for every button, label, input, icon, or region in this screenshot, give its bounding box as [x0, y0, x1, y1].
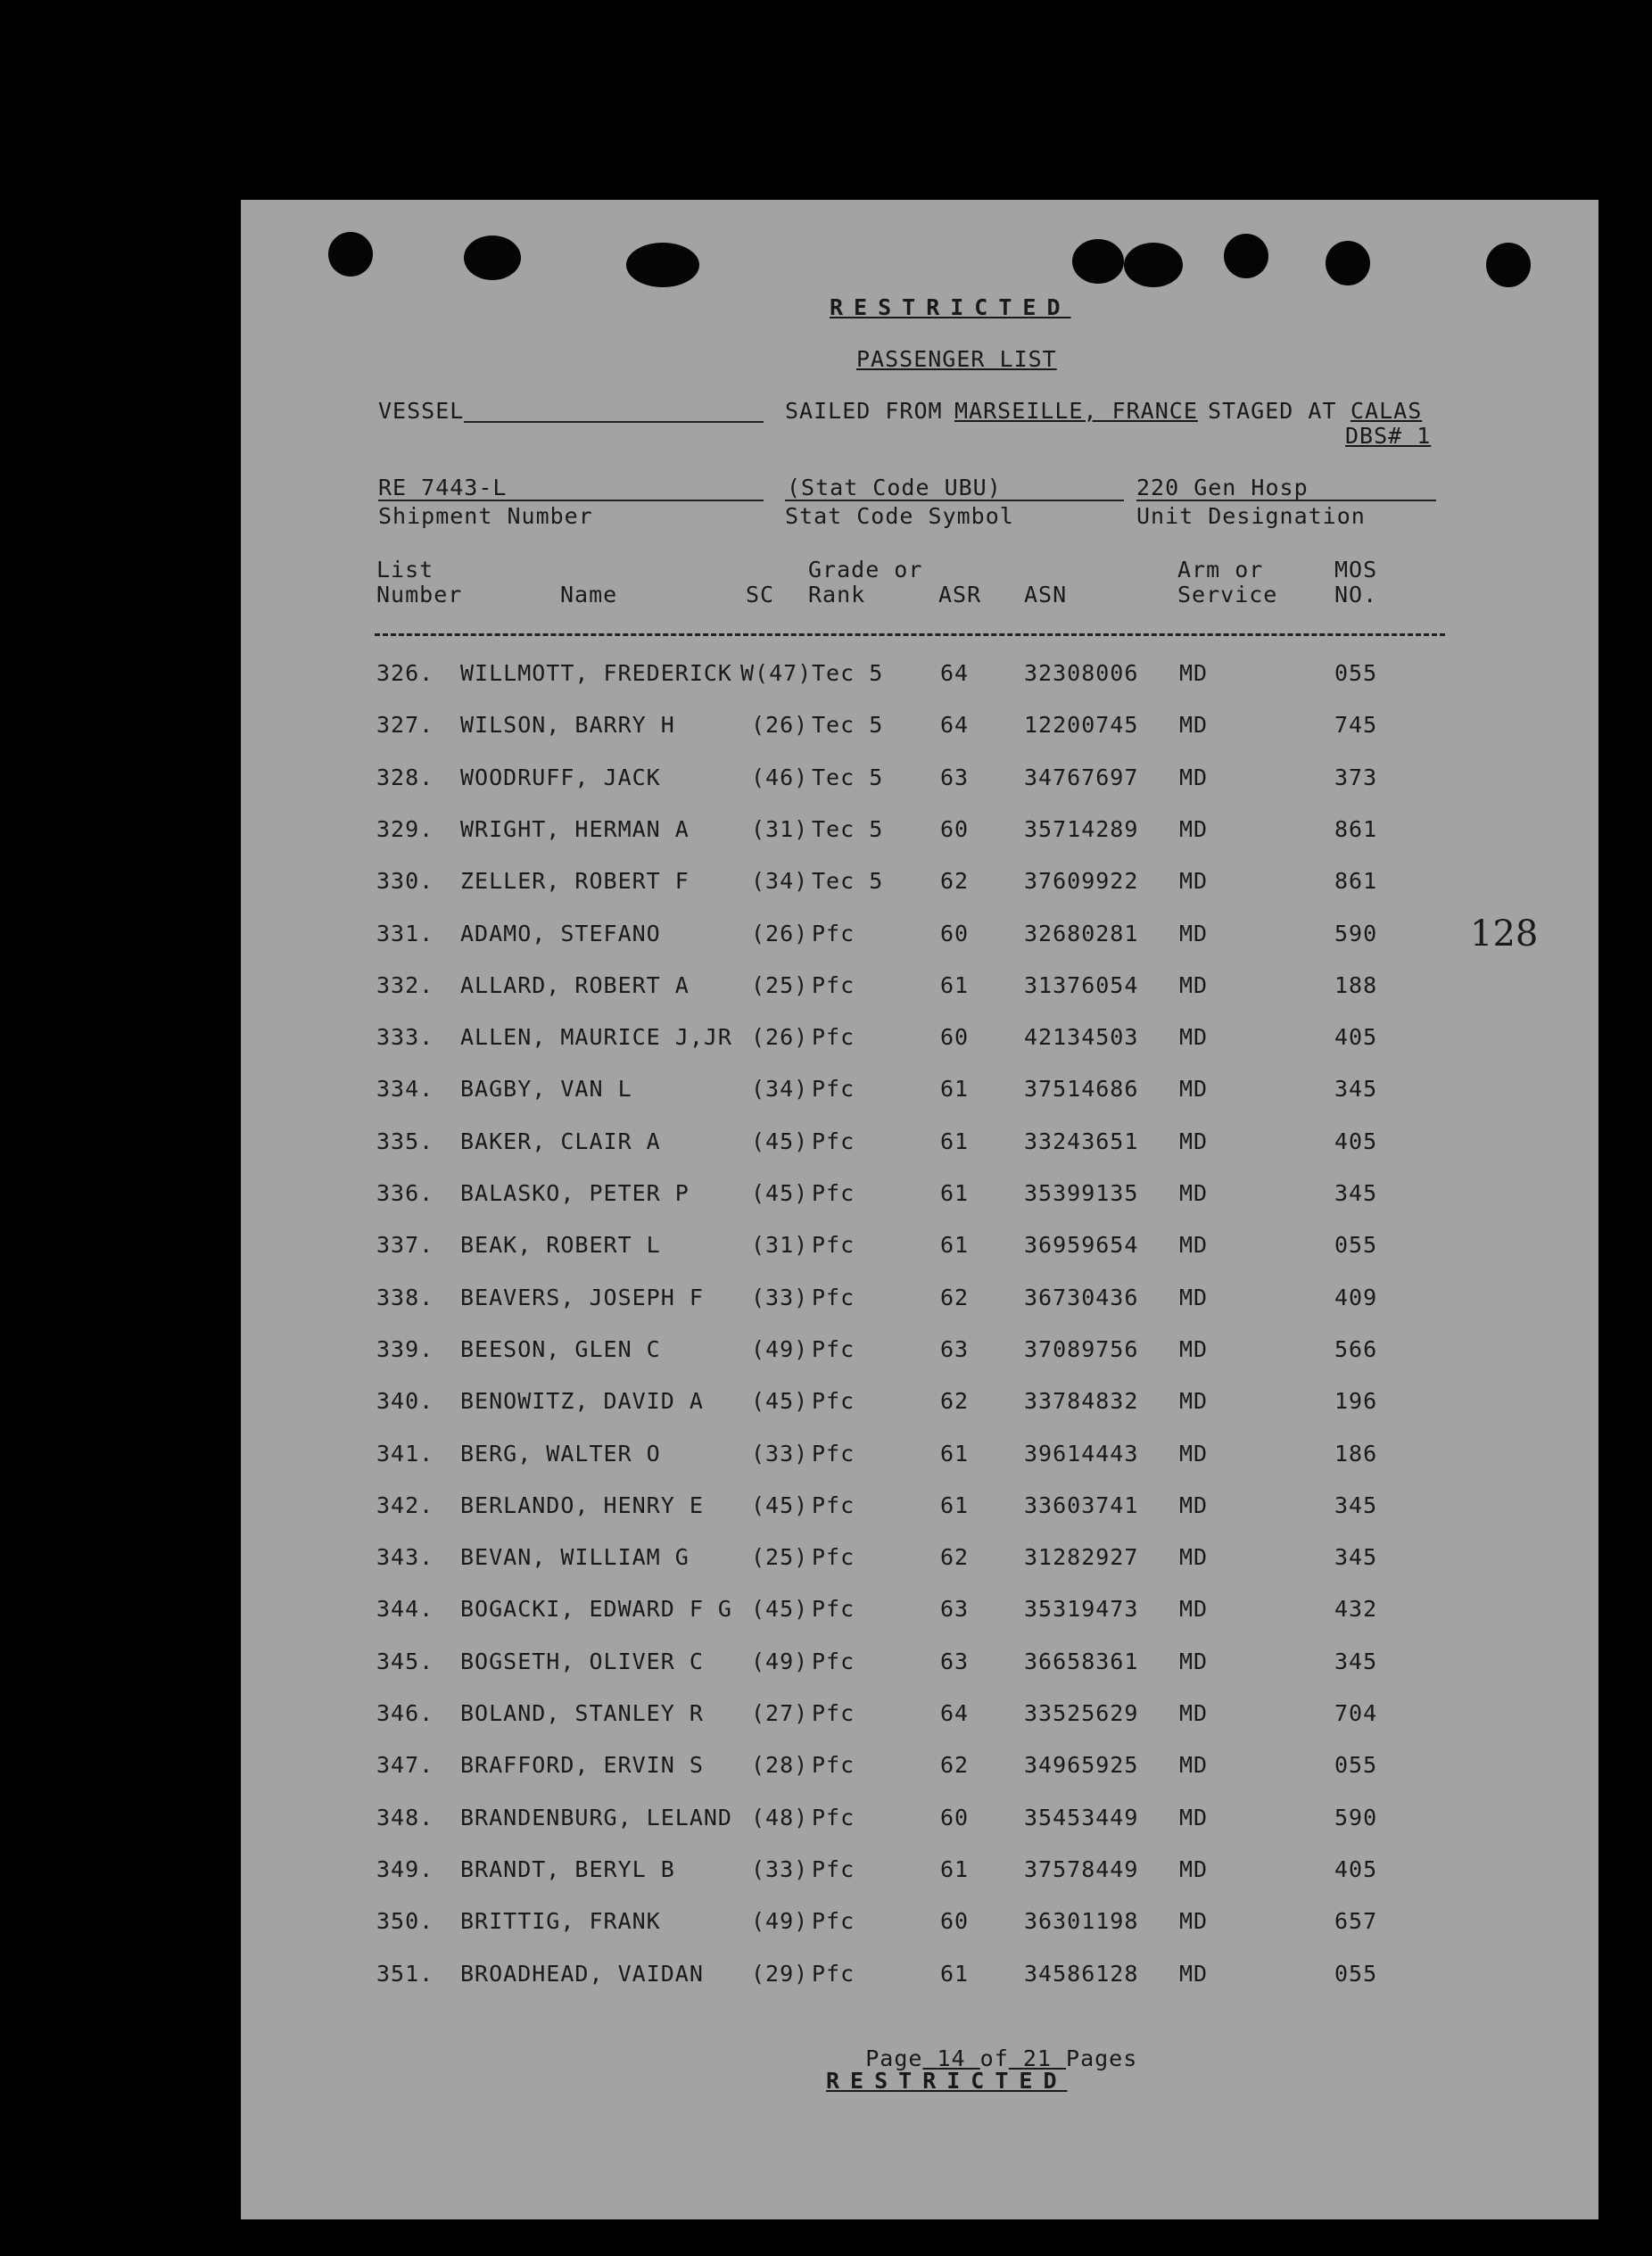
mos-number: 345: [1334, 1492, 1378, 1518]
arm-service: MD: [1179, 971, 1209, 998]
list-number: 342.: [376, 1492, 434, 1518]
table-row: [241, 1441, 1579, 1476]
asr-score: 60: [940, 920, 970, 946]
grade-rank: Tec 5: [812, 868, 884, 895]
restricted-header: RESTRICTED: [830, 294, 1071, 320]
mos-number: 590: [1334, 1804, 1378, 1830]
arm-service: MD: [1179, 1128, 1209, 1154]
grade-rank: Pfc: [812, 1700, 855, 1726]
passenger-name: BENOWITZ, DAVID A: [460, 1388, 704, 1415]
grade-rank: Pfc: [812, 1232, 855, 1259]
mos-number: 345: [1334, 1648, 1378, 1674]
table-row: [241, 1388, 1579, 1424]
sc-code: (33): [751, 1284, 809, 1310]
punch-hole: [1326, 241, 1370, 285]
punch-hole: [1224, 234, 1268, 278]
table-row: [241, 1752, 1579, 1788]
list-number: 343.: [376, 1544, 434, 1571]
table-row: [241, 816, 1579, 852]
sc-code: (33): [751, 1855, 809, 1882]
restricted-footer: RESTRICTED: [826, 2068, 1068, 2094]
asn-number: 33784832: [1024, 1388, 1139, 1415]
sc-code: (45): [751, 1596, 809, 1623]
list-number: 332.: [376, 971, 434, 998]
asn-number: 37089756: [1024, 1335, 1139, 1362]
asn-number: 32308006: [1024, 660, 1139, 686]
page-title: PASSENGER LIST: [856, 346, 1057, 372]
arm-service: MD: [1179, 1960, 1209, 1987]
list-number: 328.: [376, 764, 434, 790]
unit-label: Unit Designation: [1136, 503, 1366, 529]
asr-score: 64: [940, 1700, 970, 1726]
passenger-name: BEAVERS, JOSEPH F: [460, 1284, 704, 1310]
mos-number: 055: [1334, 1232, 1378, 1259]
arm-service: MD: [1179, 1752, 1209, 1779]
mos-number: 657: [1334, 1908, 1378, 1935]
punch-hole: [1124, 243, 1183, 287]
asr-score: 62: [940, 1284, 970, 1310]
table-row: [241, 1596, 1579, 1632]
list-number: 341.: [376, 1440, 434, 1467]
sc-code: (49): [751, 1648, 809, 1674]
mos-number: 373: [1334, 764, 1378, 790]
list-number: 331.: [376, 920, 434, 946]
list-number: 347.: [376, 1752, 434, 1779]
asr-score: 63: [940, 764, 970, 790]
sc-code: (34): [751, 868, 809, 895]
arm-service: MD: [1179, 1908, 1209, 1935]
sc-code: (49): [751, 1335, 809, 1362]
grade-rank: Pfc: [812, 1855, 855, 1882]
mos-number: 345: [1334, 1544, 1378, 1571]
arm-service: MD: [1179, 764, 1209, 790]
mos-number: 704: [1334, 1700, 1378, 1726]
grade-rank: Pfc: [812, 971, 855, 998]
sc-code: (25): [751, 1544, 809, 1571]
list-number: 335.: [376, 1128, 434, 1154]
sc-code: (45): [751, 1388, 809, 1415]
vessel-blank: [464, 421, 764, 423]
col-list-number-2: Number: [376, 582, 463, 607]
shipment-line: [378, 500, 764, 501]
mos-number: 055: [1334, 1752, 1378, 1779]
col-arm: Arm or: [1177, 557, 1264, 583]
asn-number: 34767697: [1024, 764, 1139, 790]
page-number: 14: [937, 2045, 966, 2071]
asn-number: 36301198: [1024, 1908, 1139, 1935]
asr-score: 61: [940, 1440, 970, 1467]
stat-code-label: Stat Code Symbol: [785, 503, 1014, 529]
arm-service: MD: [1179, 712, 1209, 739]
passenger-name: BRANDENBURG, LELAND: [460, 1804, 732, 1830]
asr-score: 60: [940, 1804, 970, 1830]
margin-page-number: 128: [1470, 913, 1539, 954]
asr-score: 64: [940, 660, 970, 686]
stat-code: (Stat Code UBU): [787, 475, 1002, 500]
mos-number: 405: [1334, 1024, 1378, 1051]
table-row: [241, 868, 1579, 904]
asr-score: 62: [940, 1544, 970, 1571]
list-number: 333.: [376, 1024, 434, 1051]
grade-rank: Pfc: [812, 1544, 855, 1571]
passenger-name: ALLEN, MAURICE J,JR: [460, 1024, 732, 1051]
table-row: [241, 1024, 1579, 1060]
passenger-name: ADAMO, STEFANO: [460, 920, 661, 946]
asn-number: 37578449: [1024, 1855, 1139, 1882]
list-number: 340.: [376, 1388, 434, 1415]
table-row: [241, 1232, 1579, 1268]
grade-rank: Pfc: [812, 1648, 855, 1674]
mos-number: 566: [1334, 1335, 1378, 1362]
passenger-name: BROADHEAD, VAIDAN: [460, 1960, 704, 1987]
arm-service: MD: [1179, 1855, 1209, 1882]
arm-service: MD: [1179, 1648, 1209, 1674]
asr-score: 61: [940, 1128, 970, 1154]
arm-service: MD: [1179, 1440, 1209, 1467]
asn-number: 31282927: [1024, 1544, 1139, 1571]
passenger-name: BOGSETH, OLIVER C: [460, 1648, 704, 1674]
passenger-name: BOGACKI, EDWARD F G: [460, 1596, 732, 1623]
asr-score: 60: [940, 1908, 970, 1935]
asn-number: 33525629: [1024, 1700, 1139, 1726]
arm-service: MD: [1179, 1232, 1209, 1259]
sc-code: (26): [751, 1024, 809, 1051]
table-row: [241, 1961, 1579, 1996]
table-row: [241, 660, 1579, 696]
grade-rank: Pfc: [812, 1960, 855, 1987]
list-number: 330.: [376, 868, 434, 895]
punch-hole: [1072, 239, 1124, 284]
asn-number: 36730436: [1024, 1284, 1139, 1310]
sc-code: (27): [751, 1700, 809, 1726]
mos-number: 861: [1334, 815, 1378, 842]
col-mos: MOS: [1334, 557, 1378, 583]
mos-number: 405: [1334, 1855, 1378, 1882]
shipment-label: Shipment Number: [378, 503, 593, 529]
asr-score: 62: [940, 868, 970, 895]
col-grade-2: Rank: [808, 582, 866, 607]
col-sc: SC: [746, 582, 775, 607]
arm-service: MD: [1179, 1076, 1209, 1103]
sc-code: (48): [751, 1804, 809, 1830]
sc-code: (28): [751, 1752, 809, 1779]
col-mos-2: NO.: [1334, 582, 1378, 607]
sc-code: (45): [751, 1180, 809, 1206]
grade-rank: Tec 5: [812, 660, 884, 686]
asr-score: 61: [940, 1076, 970, 1103]
passenger-name: BRITTIG, FRANK: [460, 1908, 661, 1935]
passenger-name: WILSON, BARRY H: [460, 712, 675, 739]
arm-service: MD: [1179, 1284, 1209, 1310]
asn-number: 34965925: [1024, 1752, 1139, 1779]
sc-code: (34): [751, 1076, 809, 1103]
total-pages: 21: [1022, 2045, 1052, 2071]
list-number: 339.: [376, 1335, 434, 1362]
arm-service: MD: [1179, 1804, 1209, 1830]
header-divider: [375, 633, 1445, 636]
passenger-name: BAKER, CLAIR A: [460, 1128, 661, 1154]
col-grade: Grade or: [808, 557, 923, 583]
table-row: [241, 1649, 1579, 1684]
asn-number: 34586128: [1024, 1960, 1139, 1987]
unit-designation: 220 Gen Hosp: [1136, 475, 1309, 500]
grade-rank: Tec 5: [812, 712, 884, 739]
mos-number: 186: [1334, 1440, 1378, 1467]
asr-score: 61: [940, 1232, 970, 1259]
list-number: 349.: [376, 1855, 434, 1882]
asr-score: 61: [940, 1492, 970, 1518]
asn-number: 42134503: [1024, 1024, 1139, 1051]
table-row: [241, 1285, 1579, 1320]
mos-number: 405: [1334, 1128, 1378, 1154]
passenger-name: BEAK, ROBERT L: [460, 1232, 661, 1259]
grade-rank: Pfc: [812, 1076, 855, 1103]
asr-score: 61: [940, 1960, 970, 1987]
stat-code-line: [785, 500, 1124, 501]
list-number: 346.: [376, 1700, 434, 1726]
passenger-name: BEESON, GLEN C: [460, 1335, 661, 1362]
list-number: 326.: [376, 660, 434, 686]
grade-rank: Pfc: [812, 1908, 855, 1935]
passenger-name: BALASKO, PETER P: [460, 1180, 690, 1206]
asr-score: 60: [940, 815, 970, 842]
sc-code: (45): [751, 1128, 809, 1154]
punch-hole: [328, 232, 373, 277]
grade-rank: Pfc: [812, 1752, 855, 1779]
mos-number: 055: [1334, 1960, 1378, 1987]
sc-code: (26): [751, 920, 809, 946]
passenger-name: WRIGHT, HERMAN A: [460, 815, 690, 842]
arm-service: MD: [1179, 920, 1209, 946]
arm-service: MD: [1179, 1180, 1209, 1206]
page-word: Page: [865, 2045, 923, 2071]
asn-number: 33603741: [1024, 1492, 1139, 1518]
passenger-name: BOLAND, STANLEY R: [460, 1700, 704, 1726]
mos-number: 196: [1334, 1388, 1378, 1415]
arm-service: MD: [1179, 815, 1209, 842]
col-asn: ASN: [1024, 582, 1068, 607]
table-row: [241, 764, 1579, 800]
list-number: 327.: [376, 712, 434, 739]
arm-service: MD: [1179, 1700, 1209, 1726]
sc-code: (25): [751, 971, 809, 998]
asr-score: 63: [940, 1335, 970, 1362]
arm-service: MD: [1179, 1335, 1209, 1362]
arm-service: MD: [1179, 868, 1209, 895]
sc-code: (33): [751, 1440, 809, 1467]
punch-hole: [464, 236, 521, 280]
asn-number: 35453449: [1024, 1804, 1139, 1830]
arm-service: MD: [1179, 1492, 1209, 1518]
arm-service: MD: [1179, 1388, 1209, 1415]
arm-service: MD: [1179, 1544, 1209, 1571]
sc-code: (26): [751, 712, 809, 739]
arm-service: MD: [1179, 1024, 1209, 1051]
grade-rank: Tec 5: [812, 764, 884, 790]
sc-code: (46): [751, 764, 809, 790]
asr-score: 61: [940, 1855, 970, 1882]
passenger-name: BERG, WALTER O: [460, 1440, 661, 1467]
table-row: [241, 1908, 1579, 1944]
mos-number: 409: [1334, 1284, 1378, 1310]
mos-number: 188: [1334, 971, 1378, 998]
table-row: [241, 1076, 1579, 1111]
grade-rank: Pfc: [812, 1128, 855, 1154]
table-row: [241, 921, 1579, 956]
vessel-label: VESSEL: [378, 398, 465, 424]
table-row: [241, 1700, 1579, 1736]
grade-rank: Pfc: [812, 1492, 855, 1518]
mos-number: 345: [1334, 1076, 1378, 1103]
of-word: of: [979, 2045, 1009, 2071]
grade-rank: Pfc: [812, 1024, 855, 1051]
document-page: [241, 200, 1598, 2219]
sc-code: (49): [751, 1908, 809, 1935]
grade-rank: Tec 5: [812, 815, 884, 842]
passenger-name: WILLMOTT, FREDERICK: [460, 660, 732, 686]
staged-at-line2: DBS# 1: [1345, 423, 1432, 449]
grade-rank: Pfc: [812, 1180, 855, 1206]
mos-number: 055: [1334, 660, 1378, 686]
passenger-name: BRAFFORD, ERVIN S: [460, 1752, 704, 1779]
sc-code: (31): [751, 815, 809, 842]
asr-score: 60: [940, 1024, 970, 1051]
passenger-name: BAGBY, VAN L: [460, 1076, 632, 1103]
sc-code: (31): [751, 1232, 809, 1259]
list-number: 337.: [376, 1232, 434, 1259]
staged-label: STAGED AT: [1208, 398, 1337, 424]
mos-number: 861: [1334, 868, 1378, 895]
col-arm-2: Service: [1177, 582, 1278, 607]
grade-rank: Pfc: [812, 1440, 855, 1467]
list-number: 351.: [376, 1960, 434, 1987]
table-row: [241, 1492, 1579, 1528]
table-row: [241, 972, 1579, 1008]
table-row: [241, 1856, 1579, 1892]
asn-number: 33243651: [1024, 1128, 1139, 1154]
table-row: [241, 1544, 1579, 1580]
table-row: [241, 712, 1579, 748]
asn-number: 35319473: [1024, 1596, 1139, 1623]
passenger-name: BRANDT, BERYL B: [460, 1855, 675, 1882]
asr-score: 63: [940, 1596, 970, 1623]
list-number: 338.: [376, 1284, 434, 1310]
mos-number: 345: [1334, 1180, 1378, 1206]
unit-line: [1136, 500, 1436, 501]
arm-service: MD: [1179, 660, 1209, 686]
mos-number: 432: [1334, 1596, 1378, 1623]
sc-code: W(47): [740, 660, 813, 686]
table-row: [241, 1336, 1579, 1372]
asn-number: 31376054: [1024, 971, 1139, 998]
col-list-number: List: [376, 557, 434, 583]
sailed-from: MARSEILLE, FRANCE: [954, 398, 1198, 424]
list-number: 345.: [376, 1648, 434, 1674]
asr-score: 62: [940, 1752, 970, 1779]
asn-number: 35714289: [1024, 815, 1139, 842]
passenger-name: BEVAN, WILLIAM G: [460, 1544, 690, 1571]
list-number: 344.: [376, 1596, 434, 1623]
grade-rank: Pfc: [812, 1284, 855, 1310]
asn-number: 32680281: [1024, 920, 1139, 946]
mos-number: 745: [1334, 712, 1378, 739]
asn-number: 37609922: [1024, 868, 1139, 895]
asr-score: 63: [940, 1648, 970, 1674]
mos-number: 590: [1334, 920, 1378, 946]
passenger-name: BERLANDO, HENRY E: [460, 1492, 704, 1518]
sc-code: (45): [751, 1492, 809, 1518]
col-asr: ASR: [938, 582, 982, 607]
pages-word: Pages: [1066, 2045, 1138, 2071]
asr-score: 61: [940, 971, 970, 998]
asn-number: 35399135: [1024, 1180, 1139, 1206]
passenger-name: ALLARD, ROBERT A: [460, 971, 690, 998]
passenger-name: WOODRUFF, JACK: [460, 764, 661, 790]
asn-number: 12200745: [1024, 712, 1139, 739]
asr-score: 61: [940, 1180, 970, 1206]
asn-number: 36658361: [1024, 1648, 1139, 1674]
table-row: [241, 1805, 1579, 1840]
list-number: 336.: [376, 1180, 434, 1206]
list-number: 334.: [376, 1076, 434, 1103]
shipment-number: RE 7443-L: [378, 475, 508, 500]
sc-code: (29): [751, 1960, 809, 1987]
asn-number: 39614443: [1024, 1440, 1139, 1467]
staged-at: CALAS: [1351, 398, 1423, 424]
sailed-label: SAILED FROM: [785, 398, 943, 424]
asr-score: 62: [940, 1388, 970, 1415]
punch-hole: [626, 243, 699, 287]
grade-rank: Pfc: [812, 1388, 855, 1415]
col-name: Name: [560, 582, 618, 607]
punch-hole: [1486, 243, 1531, 287]
table-row: [241, 1128, 1579, 1164]
passenger-name: ZELLER, ROBERT F: [460, 868, 690, 895]
table-row: [241, 1180, 1579, 1216]
list-number: 350.: [376, 1908, 434, 1935]
grade-rank: Pfc: [812, 1804, 855, 1830]
list-number: 329.: [376, 815, 434, 842]
arm-service: MD: [1179, 1596, 1209, 1623]
asn-number: 36959654: [1024, 1232, 1139, 1259]
grade-rank: Pfc: [812, 1596, 855, 1623]
grade-rank: Pfc: [812, 1335, 855, 1362]
list-number: 348.: [376, 1804, 434, 1830]
asn-number: 37514686: [1024, 1076, 1139, 1103]
asr-score: 64: [940, 712, 970, 739]
grade-rank: Pfc: [812, 920, 855, 946]
